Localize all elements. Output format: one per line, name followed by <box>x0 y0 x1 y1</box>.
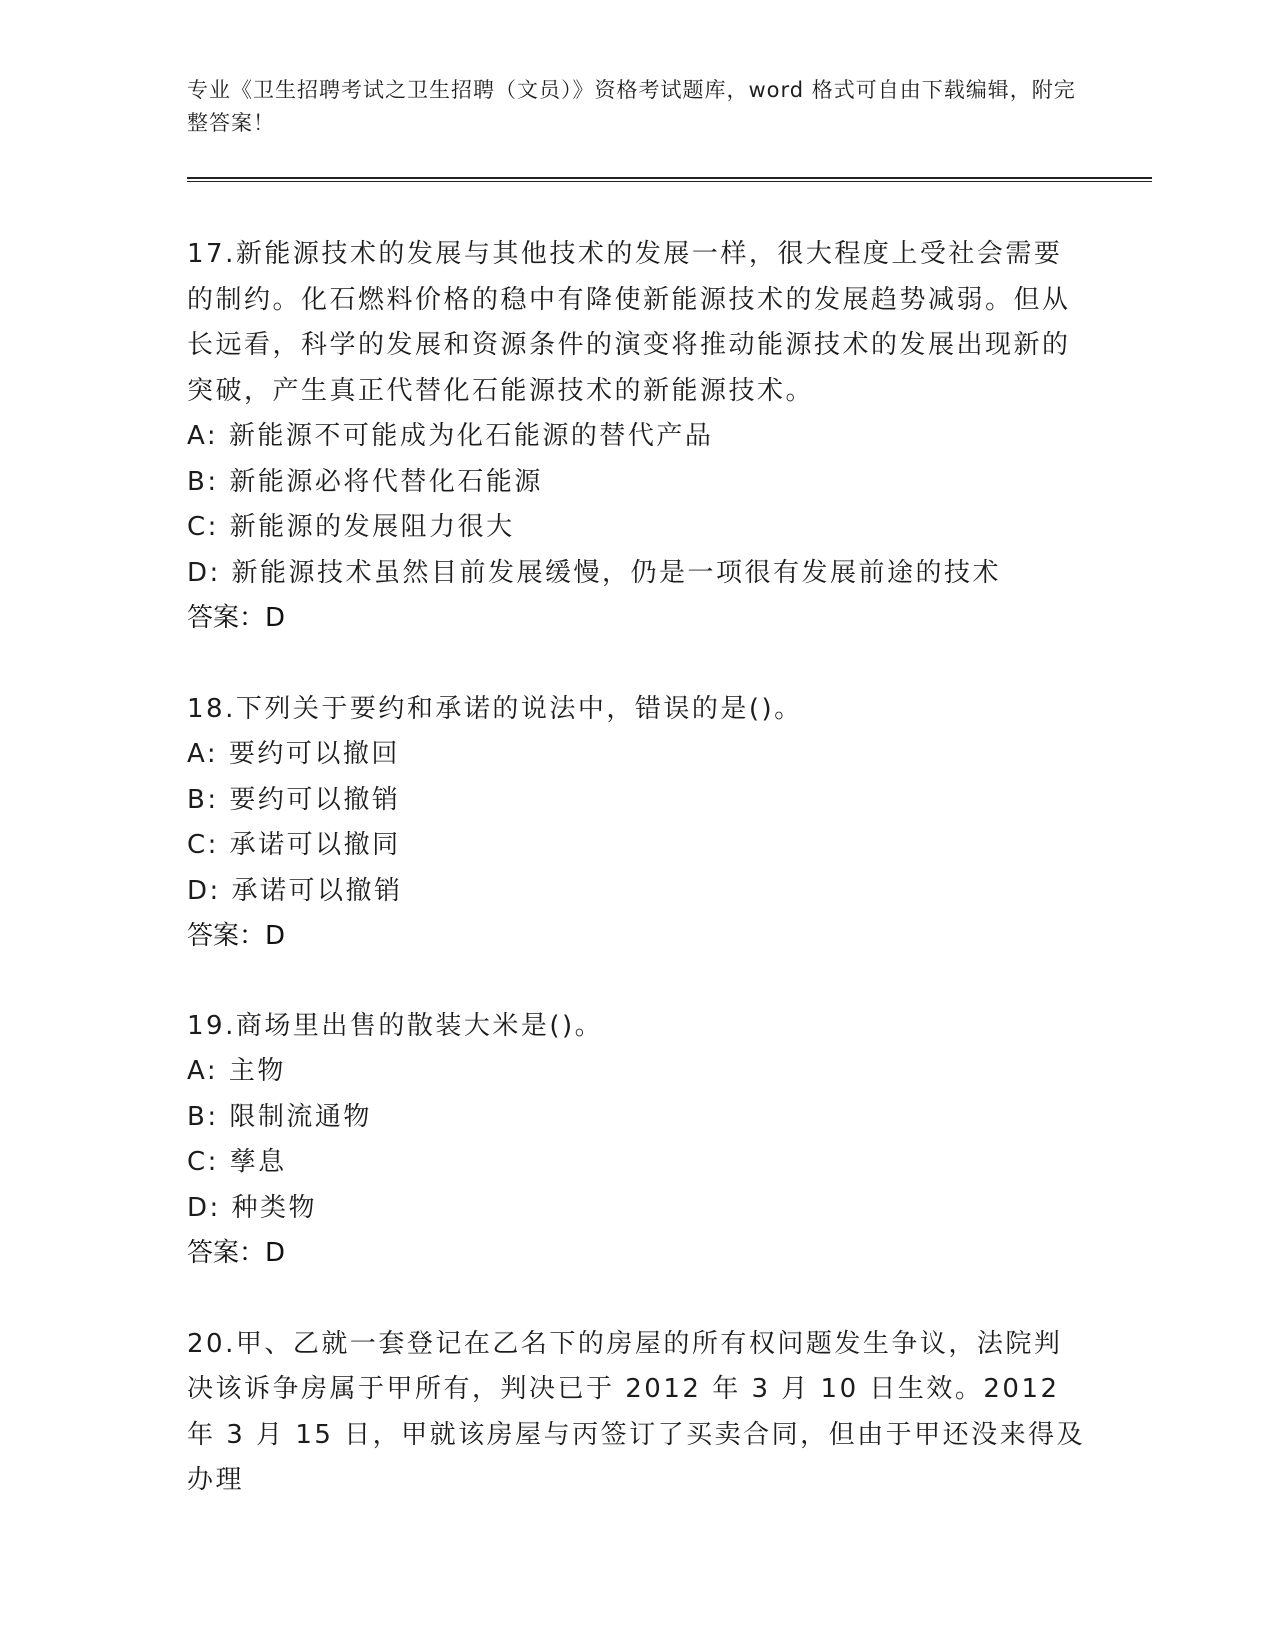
option-b: B: 要约可以撤销 <box>187 784 401 815</box>
header-note: 专业《卫生招聘考试之卫生招聘（文员）》资格考试题库，word 格式可自由下载编辑，附完整答案！ <box>187 78 1076 135</box>
header-divider <box>187 177 1152 182</box>
option-d: D: 承诺可以撤销 <box>187 875 403 906</box>
option-c: C: 孳息 <box>187 1147 287 1177</box>
question-stem: 18.下列关于要约和承诺的说法中，错误的是()。 <box>187 693 803 724</box>
option-a: A: 主物 <box>187 1056 286 1086</box>
answer-line: 答案：D <box>187 603 286 633</box>
question-18 <box>187 687 1087 960</box>
answer-line: 答案：D <box>187 921 286 951</box>
option-a: A: 新能源不可能成为化石能源的替代产品 <box>187 421 714 451</box>
spacer <box>187 1277 1087 1322</box>
option-b: B: 新能源必将代替化石能源 <box>187 466 543 497</box>
spacer <box>187 642 1087 687</box>
option-d: D: 新能源技术虽然目前发展缓慢，仍是一项很有发展前途的技术 <box>187 557 1002 588</box>
option-c: C: 承诺可以撤同 <box>187 830 401 860</box>
answer-line: 答案：D <box>187 1238 286 1268</box>
option-b: B: 限制流通物 <box>187 1101 372 1132</box>
question-19 <box>187 1004 1087 1277</box>
question-list <box>187 232 1087 1504</box>
option-a: A: 要约可以撤回 <box>187 739 400 769</box>
question-20 <box>187 1322 1087 1504</box>
option-d: D: 种类物 <box>187 1192 318 1223</box>
question-stem: 19.商场里出售的散装大米是()。 <box>187 1010 604 1041</box>
spacer <box>187 960 1087 1004</box>
question-stem: 17.新能源技术的发展与其他技术的发展一样，很大程度上受社会需要的制约。化石燃料价格的稳中有降使新能源技术的发展趋势减弱。但从长远看，科学的发展和资源条件的演变将推动能源技术的发展出现新的突破，产生真正代替化石能源技术的新能源技术。 <box>187 239 1071 406</box>
question-stem: 20.甲、乙就一套登记在乙名下的房屋的所有权问题发生争议，法院判决该诉争房属于甲所有，判决已于 2012 年 3 月 10 日生效。2012 年 3 月 15 日，甲就该房屋与丙签订了买卖合同，但由于甲还没来得及办理 <box>187 1328 1086 1495</box>
question-17 <box>187 232 1087 642</box>
option-c: C: 新能源的发展阻力很大 <box>187 512 515 542</box>
